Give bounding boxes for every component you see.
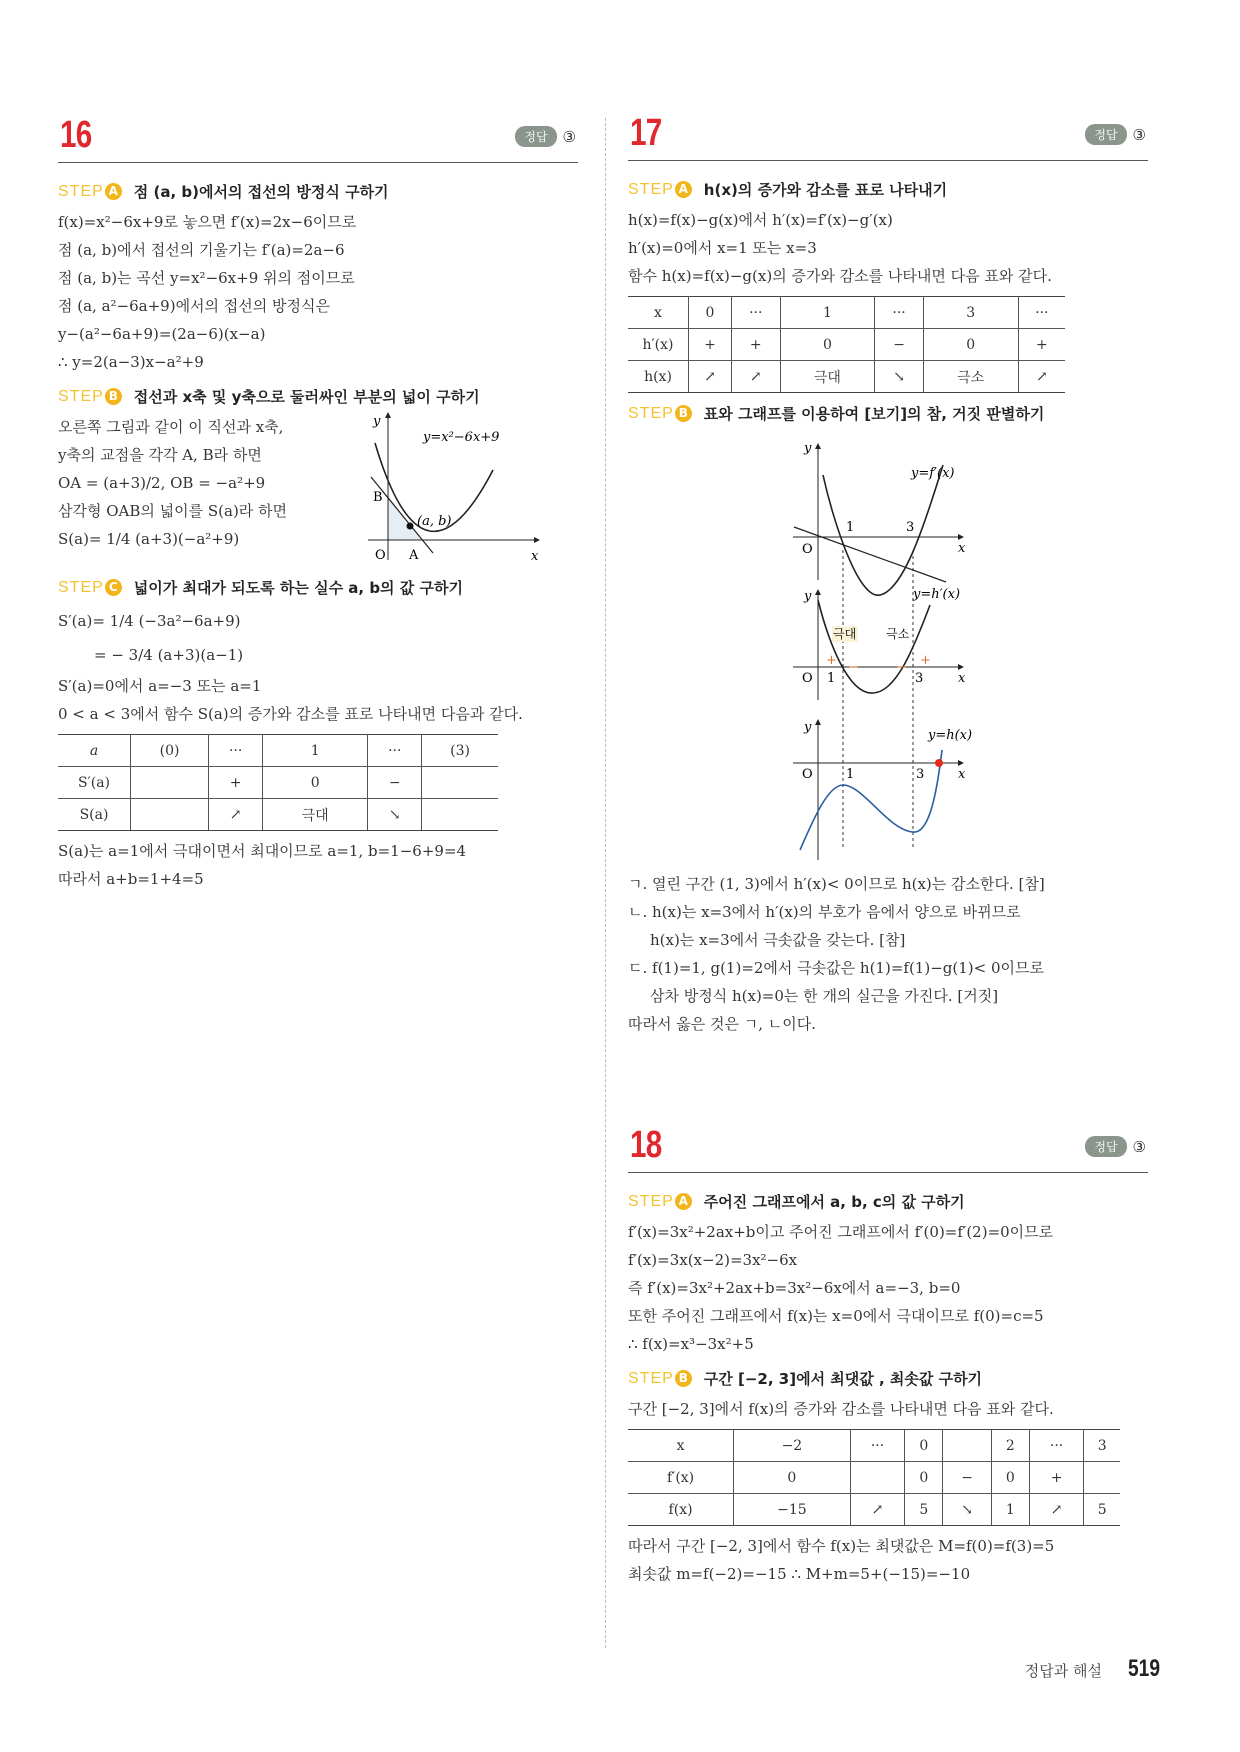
origin-label: O (375, 548, 386, 563)
text-line: f′(x)=3x(x−2)=3x²−6x (628, 1251, 798, 1269)
table-cell (1084, 1462, 1120, 1494)
problem-16-header (58, 112, 578, 163)
statement-1: ㄱ. 열린 구간 (1, 3)에서 h′(x)< 0이므로 h(x)는 감소한다. [참] (628, 875, 1045, 893)
table-cell: h(x) (628, 361, 689, 393)
table-cell: 0 (905, 1462, 943, 1494)
table-cell: ··· (850, 1430, 905, 1462)
text-line: 점 (a, b)는 곡선 y=x²−6x+9 위의 점이므로 (58, 269, 355, 287)
step-title: 접선과 x축 및 y축으로 둘러싸인 부분의 넓이 구하기 (133, 388, 480, 406)
page-number: 519 (1127, 1655, 1160, 1682)
text-line: y−(a²−6a+9)=(2a−6)(x−a) (58, 325, 266, 343)
table-cell: + (732, 329, 781, 361)
table-cell (131, 799, 209, 831)
table-cell (422, 767, 498, 799)
table-cell: 3 (1084, 1430, 1120, 1462)
y-axis-label: y (804, 589, 812, 604)
sign-minus: − (848, 660, 859, 675)
sign-plus: + (826, 653, 837, 668)
point-a-label: A (409, 548, 419, 563)
y-axis-label: y (373, 414, 381, 429)
text-line: 점 (a, a²−6a+9)에서의 접선의 방정식은 (58, 297, 331, 315)
table-cell: f′(x) (628, 1462, 734, 1494)
step-letter: B (675, 405, 692, 422)
text-line: 함수 h(x)=f(x)−g(x)의 증가와 감소를 나타내면 다음 표와 같다. (628, 267, 1052, 285)
x-axis-label: x (958, 767, 966, 782)
table-cell (943, 1430, 992, 1462)
table-cell: ··· (875, 297, 924, 329)
x-axis-label: x (531, 549, 539, 564)
table-cell: h′(x) (628, 329, 689, 361)
table-cell: (3) (422, 735, 498, 767)
table-cell: ↗ (1029, 1494, 1084, 1526)
table-cell: ↗ (209, 799, 263, 831)
answer (1085, 124, 1146, 145)
text-line: h(x)=f(x)−g(x)에서 h′(x)=f′(x)−g′(x) (628, 211, 893, 229)
y-axis-label: y (804, 441, 812, 456)
table-cell: ↘ (943, 1494, 992, 1526)
step-a-heading (58, 181, 578, 202)
problem-18 (628, 1122, 1148, 1588)
text-line: 즉 f′(x)=3x²+2ax+b=3x²−6x에서 a=−3, b=0 (628, 1279, 961, 1297)
statement-3: ㄷ. f(1)=1, g(1)=2에서 극솟값은 h(1)=f(1)−g(1)< 0이므로 (628, 959, 1044, 977)
table-cell: ··· (1029, 1430, 1084, 1462)
step-label: STEP (58, 182, 104, 200)
text-line: ∴ f(x)=x³−3x²+5 (628, 1335, 754, 1353)
graphs-figure-17 (628, 430, 1148, 870)
tangent-area-figure (363, 405, 543, 565)
table-cell: x (628, 1430, 734, 1462)
tick-3: 3 (916, 767, 925, 782)
step-b-heading (628, 403, 1148, 424)
table-cell: 0 (991, 1462, 1029, 1494)
text-line: f′(x)=3x²+2ax+b이고 주어진 그래프에서 f′(0)=f′(2)=0이므로 (628, 1223, 1054, 1241)
step-letter: A (675, 181, 692, 198)
step-label: STEP (58, 578, 104, 596)
step-letter: C (105, 579, 122, 596)
tick-3: 3 (906, 520, 915, 535)
table-cell: S′(a) (58, 767, 131, 799)
step-c-heading (58, 577, 578, 598)
table-cell (131, 767, 209, 799)
table-cell: ↗ (1018, 361, 1065, 393)
y-axis-label: y (804, 720, 812, 735)
answer-badge: 정답 (515, 126, 556, 147)
problem-17-header (628, 110, 1148, 161)
step-b-heading (628, 1368, 1148, 1389)
table-cell: ··· (1018, 297, 1065, 329)
curve-label: y=x²−6x+9 (423, 430, 500, 445)
table-cell: ↗ (732, 361, 781, 393)
statement-2-cont: h(x)는 x=3에서 극솟값을 갖는다. [참] (650, 931, 906, 949)
statement-2: ㄴ. h(x)는 x=3에서 h′(x)의 부호가 음에서 양으로 바뀌므로 (628, 903, 1021, 921)
text-line: S′(a)= 1/4 (−3a²−6a+9) (58, 612, 241, 630)
step-title: 구간 [−2, 3]에서 최댓값 , 최솟값 구하기 (703, 1370, 983, 1388)
sign-minus: − (896, 660, 907, 675)
step-label: STEP (628, 404, 674, 422)
table-cell: + (1029, 1462, 1084, 1494)
table-cell: 0 (689, 297, 732, 329)
table-cell: a (58, 735, 131, 767)
table-cell: + (1018, 329, 1065, 361)
step-a-heading (628, 179, 1148, 200)
increase-decrease-table-18 (628, 1429, 1120, 1526)
step-title: 점 (a, b)에서의 접선의 방정식 구하기 (133, 183, 389, 201)
text-line: 점 (a, b)에서 접선의 기울기는 f′(a)=2a−6 (58, 241, 345, 259)
table-cell: 0 (780, 329, 875, 361)
table-cell: ··· (209, 735, 263, 767)
origin-label: O (802, 542, 813, 557)
x-axis-label: x (958, 671, 966, 686)
origin-label: O (802, 767, 813, 782)
text-line: S′(a)=0에서 a=−3 또는 a=1 (58, 677, 262, 695)
answer-badge: 정답 (1085, 124, 1126, 145)
graph-label-fprime: y=f′(x) (911, 466, 955, 481)
answer-value: ③ (1132, 125, 1146, 144)
step-letter: A (105, 183, 122, 200)
text-line: 따라서 구간 [−2, 3]에서 함수 f(x)는 최댓값은 M=f(0)=f(3)=5 (628, 1537, 1055, 1555)
problem-17 (628, 110, 1148, 1038)
text-line: S(a)는 a=1에서 극대이면서 최대이므로 a=1, b=1−6+9=4 (58, 842, 467, 860)
table-cell: − (875, 329, 924, 361)
table-cell (422, 799, 498, 831)
text-line: 오른쪽 그림과 같이 이 직선과 x축, (58, 418, 284, 436)
text-line: 최솟값 m=f(−2)=−15 ∴ M+m=5+(−15)=−10 (628, 1565, 971, 1583)
table-cell: ··· (732, 297, 781, 329)
text-line: OA = (a+3)/2, OB = −a²+9 (58, 474, 266, 492)
column-divider (605, 118, 606, 1648)
text-line: ∴ y=2(a−3)x−a²+9 (58, 353, 204, 371)
statement-3-cont: 삼차 방정식 h(x)=0는 한 개의 실근을 가진다. [거짓] (650, 987, 999, 1005)
increase-decrease-table-17 (628, 296, 1065, 393)
problem-18-header (628, 1122, 1148, 1173)
tick-1: 1 (846, 767, 855, 782)
problem-16 (58, 112, 578, 893)
text-line: 또한 주어진 그래프에서 f(x)는 x=0에서 극대이므로 f(0)=c=5 (628, 1307, 1044, 1325)
step-letter: A (675, 1193, 692, 1210)
table-cell: 5 (1084, 1494, 1120, 1526)
table-cell: S(a) (58, 799, 131, 831)
step-letter: B (675, 1370, 692, 1387)
step-letter: B (105, 388, 122, 405)
table-cell: −15 (734, 1494, 851, 1526)
increase-decrease-table-16 (58, 734, 498, 831)
table-cell: − (943, 1462, 992, 1494)
table-cell: 극대 (263, 799, 368, 831)
tick-3: 3 (915, 671, 924, 686)
table-cell: 극대 (780, 361, 875, 393)
page-footer (1025, 1655, 1164, 1683)
table-cell: + (689, 329, 732, 361)
table-cell: − (368, 767, 422, 799)
problem-number: 16 (60, 114, 92, 156)
table-cell: ↗ (850, 1494, 905, 1526)
sign-plus: + (920, 653, 931, 668)
text-line: 삼각형 OAB의 넓이를 S(a)라 하면 (58, 502, 288, 520)
table-cell: 3 (923, 297, 1018, 329)
local-max-label: 극대 (833, 627, 857, 641)
origin-label: O (802, 671, 813, 686)
x-axis-label: x (958, 541, 966, 556)
table-cell: + (209, 767, 263, 799)
text-line: = − 3/4 (a+3)(a−1) (94, 646, 244, 664)
text-line: 구간 [−2, 3]에서 f(x)의 증가와 감소를 나타내면 다음 표와 같다. (628, 1400, 1054, 1418)
table-cell: 1 (780, 297, 875, 329)
step-label: STEP (628, 180, 674, 198)
text-line: h′(x)=0에서 x=1 또는 x=3 (628, 239, 817, 257)
step-a-heading (628, 1191, 1148, 1212)
table-cell: 2 (991, 1430, 1029, 1462)
step-label: STEP (628, 1192, 674, 1210)
step-title: 주어진 그래프에서 a, b, c의 값 구하기 (703, 1193, 965, 1211)
graph-label-h: y=h(x) (928, 728, 973, 743)
tick-1: 1 (846, 520, 855, 535)
table-cell: 1 (263, 735, 368, 767)
table-cell: ↗ (689, 361, 732, 393)
point-b-label: B (373, 490, 383, 505)
table-cell: (0) (131, 735, 209, 767)
answer-value: ③ (1132, 1137, 1146, 1156)
table-cell: f(x) (628, 1494, 734, 1526)
tangent-point-label: (a, b) (417, 514, 452, 529)
problem-number: 17 (630, 112, 662, 154)
step-title: 넓이가 최대가 되도록 하는 실수 a, b의 값 구하기 (133, 579, 463, 597)
table-cell: 0 (263, 767, 368, 799)
table-cell: 5 (905, 1494, 943, 1526)
table-cell: −2 (734, 1430, 851, 1462)
table-cell: x (628, 297, 689, 329)
step-label: STEP (58, 387, 104, 405)
table-cell: 0 (923, 329, 1018, 361)
step-label: STEP (628, 1369, 674, 1387)
answer (515, 126, 576, 147)
table-cell: ↘ (368, 799, 422, 831)
table-cell: ··· (368, 735, 422, 767)
text-line: f(x)=x²−6x+9로 놓으면 f′(x)=2x−6이므로 (58, 213, 357, 231)
tick-1: 1 (827, 671, 836, 686)
table-cell: ↘ (875, 361, 924, 393)
text-line: 0 < a < 3에서 함수 S(a)의 증가와 감소를 표로 나타내면 다음과 같다. (58, 705, 523, 723)
table-cell: 0 (905, 1430, 943, 1462)
table-cell (850, 1462, 905, 1494)
text-line: 따라서 a+b=1+4=5 (58, 870, 204, 888)
conclusion: 따라서 옳은 것은 ㄱ, ㄴ이다. (628, 1015, 816, 1033)
step-title: h(x)의 증가와 감소를 표로 나타내기 (703, 181, 948, 199)
table-cell: 0 (734, 1462, 851, 1494)
footer-label: 정답과 해설 (1024, 1662, 1102, 1680)
text-line: y축의 교점을 각각 A, B라 하면 (58, 446, 262, 464)
local-min-label: 극소 (886, 627, 910, 641)
answer-value: ③ (562, 127, 576, 146)
step-b-heading (58, 386, 578, 407)
graph-label-hprime: y=h′(x) (913, 587, 961, 602)
table-cell: 1 (991, 1494, 1029, 1526)
table-cell: 극소 (923, 361, 1018, 393)
answer (1085, 1136, 1146, 1157)
problem-number: 18 (630, 1124, 662, 1166)
answer-badge: 정답 (1085, 1136, 1126, 1157)
text-line: S(a)= 1/4 (a+3)(−a²+9) (58, 530, 240, 548)
step-title: 표와 그래프를 이용하여 [보기]의 참, 거짓 판별하기 (703, 405, 1045, 423)
